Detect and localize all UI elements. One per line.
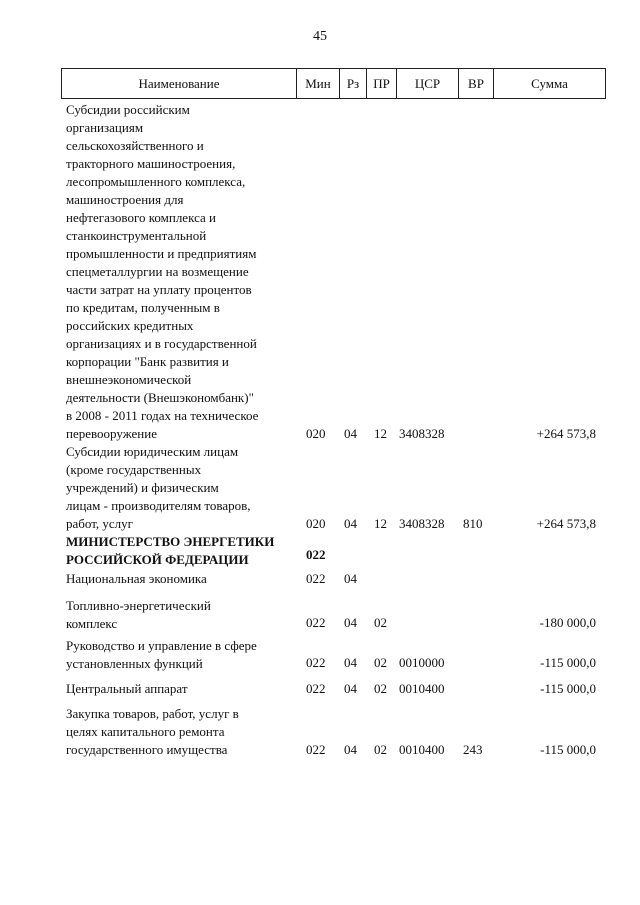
row-sum: +264 573,8 <box>536 426 596 441</box>
header-sum: Сумма <box>531 76 568 91</box>
row-sum: -115 000,0 <box>540 655 596 670</box>
row-name-fuel-energy-complex <box>66 597 290 633</box>
row-name-central-apparatus <box>66 680 290 698</box>
name-line: учреждений) и физическим <box>66 480 219 495</box>
name-line: лицам - производителям товаров, <box>66 498 251 513</box>
table-header <box>61 68 606 99</box>
header-rz: Рз <box>346 76 360 91</box>
row-min: 020 <box>306 516 326 531</box>
name-line: работ, услуг <box>66 516 134 531</box>
name-line: корпорации "Банк развития и <box>66 354 229 369</box>
header-pr: ПР <box>373 76 390 91</box>
name-line: машиностроения для <box>66 192 184 207</box>
name-line: Центральный аппарат <box>66 681 188 696</box>
name-line: Национальная экономика <box>66 571 207 586</box>
name-line: тракторного машиностроения, <box>66 156 236 171</box>
row-min: 022 <box>306 615 326 630</box>
name-line: нефтегазового комплекса и <box>66 210 216 225</box>
row-csr: 3408328 <box>399 516 445 531</box>
name-line: Закупка товаров, работ, услуг в <box>66 706 239 721</box>
row-rz: 04 <box>344 615 357 630</box>
row-rz: 04 <box>344 426 357 441</box>
name-line: деятельности (Внешэкономбанк)" <box>66 390 254 405</box>
row-vr: 810 <box>463 516 483 531</box>
name-line: спецметаллургии на возмещение <box>66 264 249 279</box>
name-line: установленных функций <box>66 656 203 671</box>
name-line: Руководство и управление в сфере <box>66 638 257 653</box>
name-line: сельскохозяйственного и <box>66 138 204 153</box>
row-pr: 02 <box>374 615 387 630</box>
row-rz: 04 <box>344 655 357 670</box>
row-rz: 04 <box>344 516 357 531</box>
row-pr: 02 <box>374 655 387 670</box>
row-sum: -115 000,0 <box>540 742 596 757</box>
row-vr: 243 <box>463 742 483 757</box>
name-line: комплекс <box>66 616 118 631</box>
header-min: Мин <box>305 76 331 91</box>
name-line: Топливно-энергетический <box>66 598 211 613</box>
name-line: организациях и в государственной <box>66 336 257 351</box>
row-rz: 04 <box>344 681 357 696</box>
row-rz: 04 <box>344 742 357 757</box>
name-line: внешнеэкономической <box>66 372 192 387</box>
row-name-management <box>66 637 290 673</box>
row-sum: -180 000,0 <box>539 615 596 630</box>
name-line: промышленности и предприятиям <box>66 246 257 261</box>
row-pr: 02 <box>374 742 387 757</box>
row-csr: 3408328 <box>399 426 445 441</box>
row-sum: +264 573,8 <box>536 516 596 531</box>
row-min: 022 <box>306 547 326 562</box>
row-min: 022 <box>306 571 326 586</box>
name-line: (кроме государственных <box>66 462 202 477</box>
name-line: перевооружение <box>66 426 157 441</box>
row-csr: 0010400 <box>399 742 445 757</box>
row-pr: 12 <box>374 516 387 531</box>
row-csr: 0010400 <box>399 681 445 696</box>
row-sum: -115 000,0 <box>540 681 596 696</box>
row-name-subsidies-russian-orgs <box>66 101 290 443</box>
row-min: 020 <box>306 426 326 441</box>
row-min: 022 <box>306 742 326 757</box>
name-line: Субсидии юридическим лицам <box>66 444 239 459</box>
name-line: организациям <box>66 120 144 135</box>
row-min: 022 <box>306 681 326 696</box>
name-line: российских кредитных <box>66 318 194 333</box>
page-number: 45 <box>313 29 327 44</box>
row-name-subsidies-legal-entities <box>66 443 290 533</box>
name-line: РОССИЙСКОЙ ФЕДЕРАЦИИ <box>66 552 249 567</box>
name-line: Субсидии российским <box>66 102 190 117</box>
row-name-procurement <box>66 705 290 759</box>
row-min: 022 <box>306 655 326 670</box>
header-name: Наименование <box>138 76 220 91</box>
name-line: по кредитам, полученным в <box>66 300 220 315</box>
row-csr: 0010000 <box>399 655 445 670</box>
name-line: целях капитального ремонта <box>66 724 225 739</box>
name-line: станкоинструментальной <box>66 228 207 243</box>
row-pr: 12 <box>374 426 387 441</box>
name-line: лесопромышленного комплекса, <box>66 174 246 189</box>
row-pr: 02 <box>374 681 387 696</box>
name-line: МИНИСТЕРСТВО ЭНЕРГЕТИКИ <box>66 534 275 549</box>
row-rz: 04 <box>344 571 357 586</box>
header-vr: ВР <box>468 76 484 91</box>
name-line: части затрат на уплату процентов <box>66 282 252 297</box>
name-line: государственного имущества <box>66 742 228 757</box>
name-line: в 2008 - 2011 годах на техническое <box>66 408 259 423</box>
row-name-national-economy <box>66 570 290 588</box>
row-name-ministry-energy <box>66 533 290 569</box>
header-csr: ЦСР <box>414 76 441 91</box>
